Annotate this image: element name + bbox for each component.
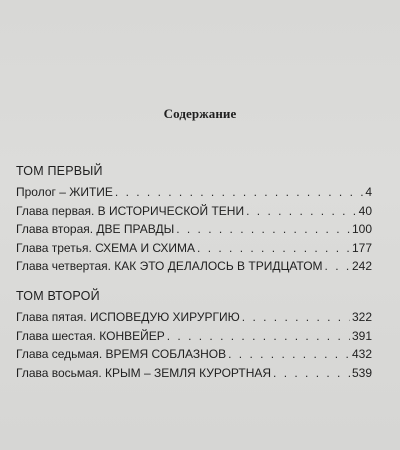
dot-leader: [167, 329, 350, 343]
toc-entry-title: Глава шестая. КОНВЕЙЕР: [16, 328, 165, 343]
toc-entry-page: 322: [351, 310, 372, 324]
toc-entry-title: Глава пятая. ИСПОВЕДУЮ ХИРУРГИЮ: [16, 310, 240, 324]
page-title: Содержание: [163, 106, 237, 121]
toc-entry[interactable]: [16, 329, 372, 348]
toc-entry[interactable]: [16, 259, 372, 278]
toc-entry-title: Глава четвертая. КАК ЭТО ДЕЛАЛОСЬ В ТРИДЦАТОМ: [16, 259, 323, 273]
toc-entry-page: 242: [351, 259, 372, 273]
toc-entry-title: Глава вторая. ДВЕ ПРАВДЫ: [16, 222, 175, 236]
toc-entry-page: 539: [351, 365, 372, 380]
toc-entry-page: 100: [351, 222, 372, 236]
toc-entry-title: Глава седьмая. ВРЕМЯ СОБЛАЗНОВ: [16, 347, 227, 361]
toc-entry-title: Глава восьмая. КРЫМ – ЗЕМЛЯ КУРОРТНАЯ: [16, 365, 272, 380]
volume-2-entries: [16, 310, 372, 384]
toc-entry[interactable]: [16, 310, 372, 329]
toc-entry-title: Пролог – ЖИТИЕ: [16, 185, 113, 199]
toc-entry[interactable]: [16, 241, 372, 260]
dot-leader: [197, 241, 350, 255]
dot-leader: [273, 366, 350, 380]
toc-entry[interactable]: [16, 204, 372, 223]
toc-entry-title: Глава третья. СХЕМА И СХИМА: [16, 240, 196, 255]
toc-entry[interactable]: [16, 347, 372, 366]
dot-leader: [325, 259, 350, 273]
dot-leader: [176, 222, 350, 236]
toc-entry-title: Глава первая. В ИСТОРИЧЕСКОЙ ТЕНИ: [16, 203, 245, 218]
dot-leader: [115, 185, 363, 199]
toc-entry-page: 40: [358, 203, 372, 218]
toc-entry[interactable]: [16, 366, 372, 385]
toc-entry-page: 4: [365, 185, 372, 199]
toc-entry[interactable]: [16, 185, 372, 204]
toc-entry[interactable]: [16, 222, 372, 241]
toc-entry-page: 432: [351, 347, 372, 361]
dot-leader: [242, 310, 350, 324]
volume-1-heading: ТОМ ПЕРВЫЙ: [16, 164, 103, 178]
dot-leader: [228, 347, 350, 361]
dot-leader: [246, 204, 357, 218]
volume-2-heading: ТОМ ВТОРОЙ: [16, 289, 100, 303]
toc-entry-page: 391: [351, 328, 372, 343]
toc-entry-page: 177: [351, 240, 372, 255]
volume-1-entries: [16, 185, 372, 278]
